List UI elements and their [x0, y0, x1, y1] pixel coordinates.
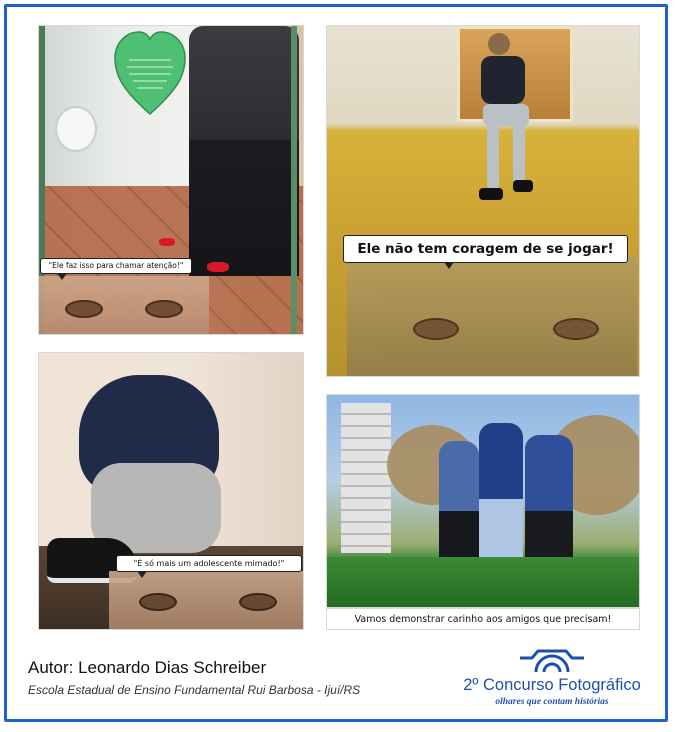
- speech-bubble: Ele não tem coragem de se jogar!: [343, 235, 628, 263]
- eyes-overlay: [109, 571, 304, 630]
- photo-park: [326, 394, 640, 608]
- eye: [139, 593, 177, 611]
- logo-subtitle: olhares que contam histórias: [495, 697, 609, 707]
- standing-person: [189, 26, 299, 276]
- contest-logo: [452, 646, 652, 712]
- speech-bubble: "Ele faz isso para chamar atenção!": [40, 258, 192, 274]
- eye: [553, 318, 599, 340]
- glass-door-edge: [291, 26, 297, 334]
- grass: [327, 557, 639, 607]
- school-name: Escola Estadual de Ensino Fundamental Rui Barbosa - Ijuí/RS: [28, 683, 361, 697]
- eyes-overlay: [347, 256, 637, 377]
- camera-icon: [514, 646, 590, 676]
- logo-title: 2º Concurso Fotográfico: [463, 676, 641, 694]
- sitting-boy: [477, 30, 535, 210]
- photo-bathroom: [38, 25, 304, 335]
- photo-caption: Vamos demonstrar carinho aos amigos que precisam!: [326, 608, 640, 630]
- author-name: Autor: Leonardo Dias Schreiber: [28, 658, 267, 677]
- eye: [413, 318, 459, 340]
- photo-corner: [38, 352, 304, 630]
- red-stain: [159, 238, 175, 246]
- red-stain: [207, 262, 229, 272]
- toilet-image: [55, 106, 97, 152]
- eyes-overlay: [39, 276, 209, 335]
- photo-balcony: [326, 25, 640, 377]
- apartment-building: [341, 403, 391, 553]
- eye: [239, 593, 277, 611]
- eye: [145, 300, 183, 318]
- speech-bubble: "É só mais um adolescente mimado!": [116, 555, 302, 572]
- green-heart-note: [113, 30, 187, 116]
- eye: [65, 300, 103, 318]
